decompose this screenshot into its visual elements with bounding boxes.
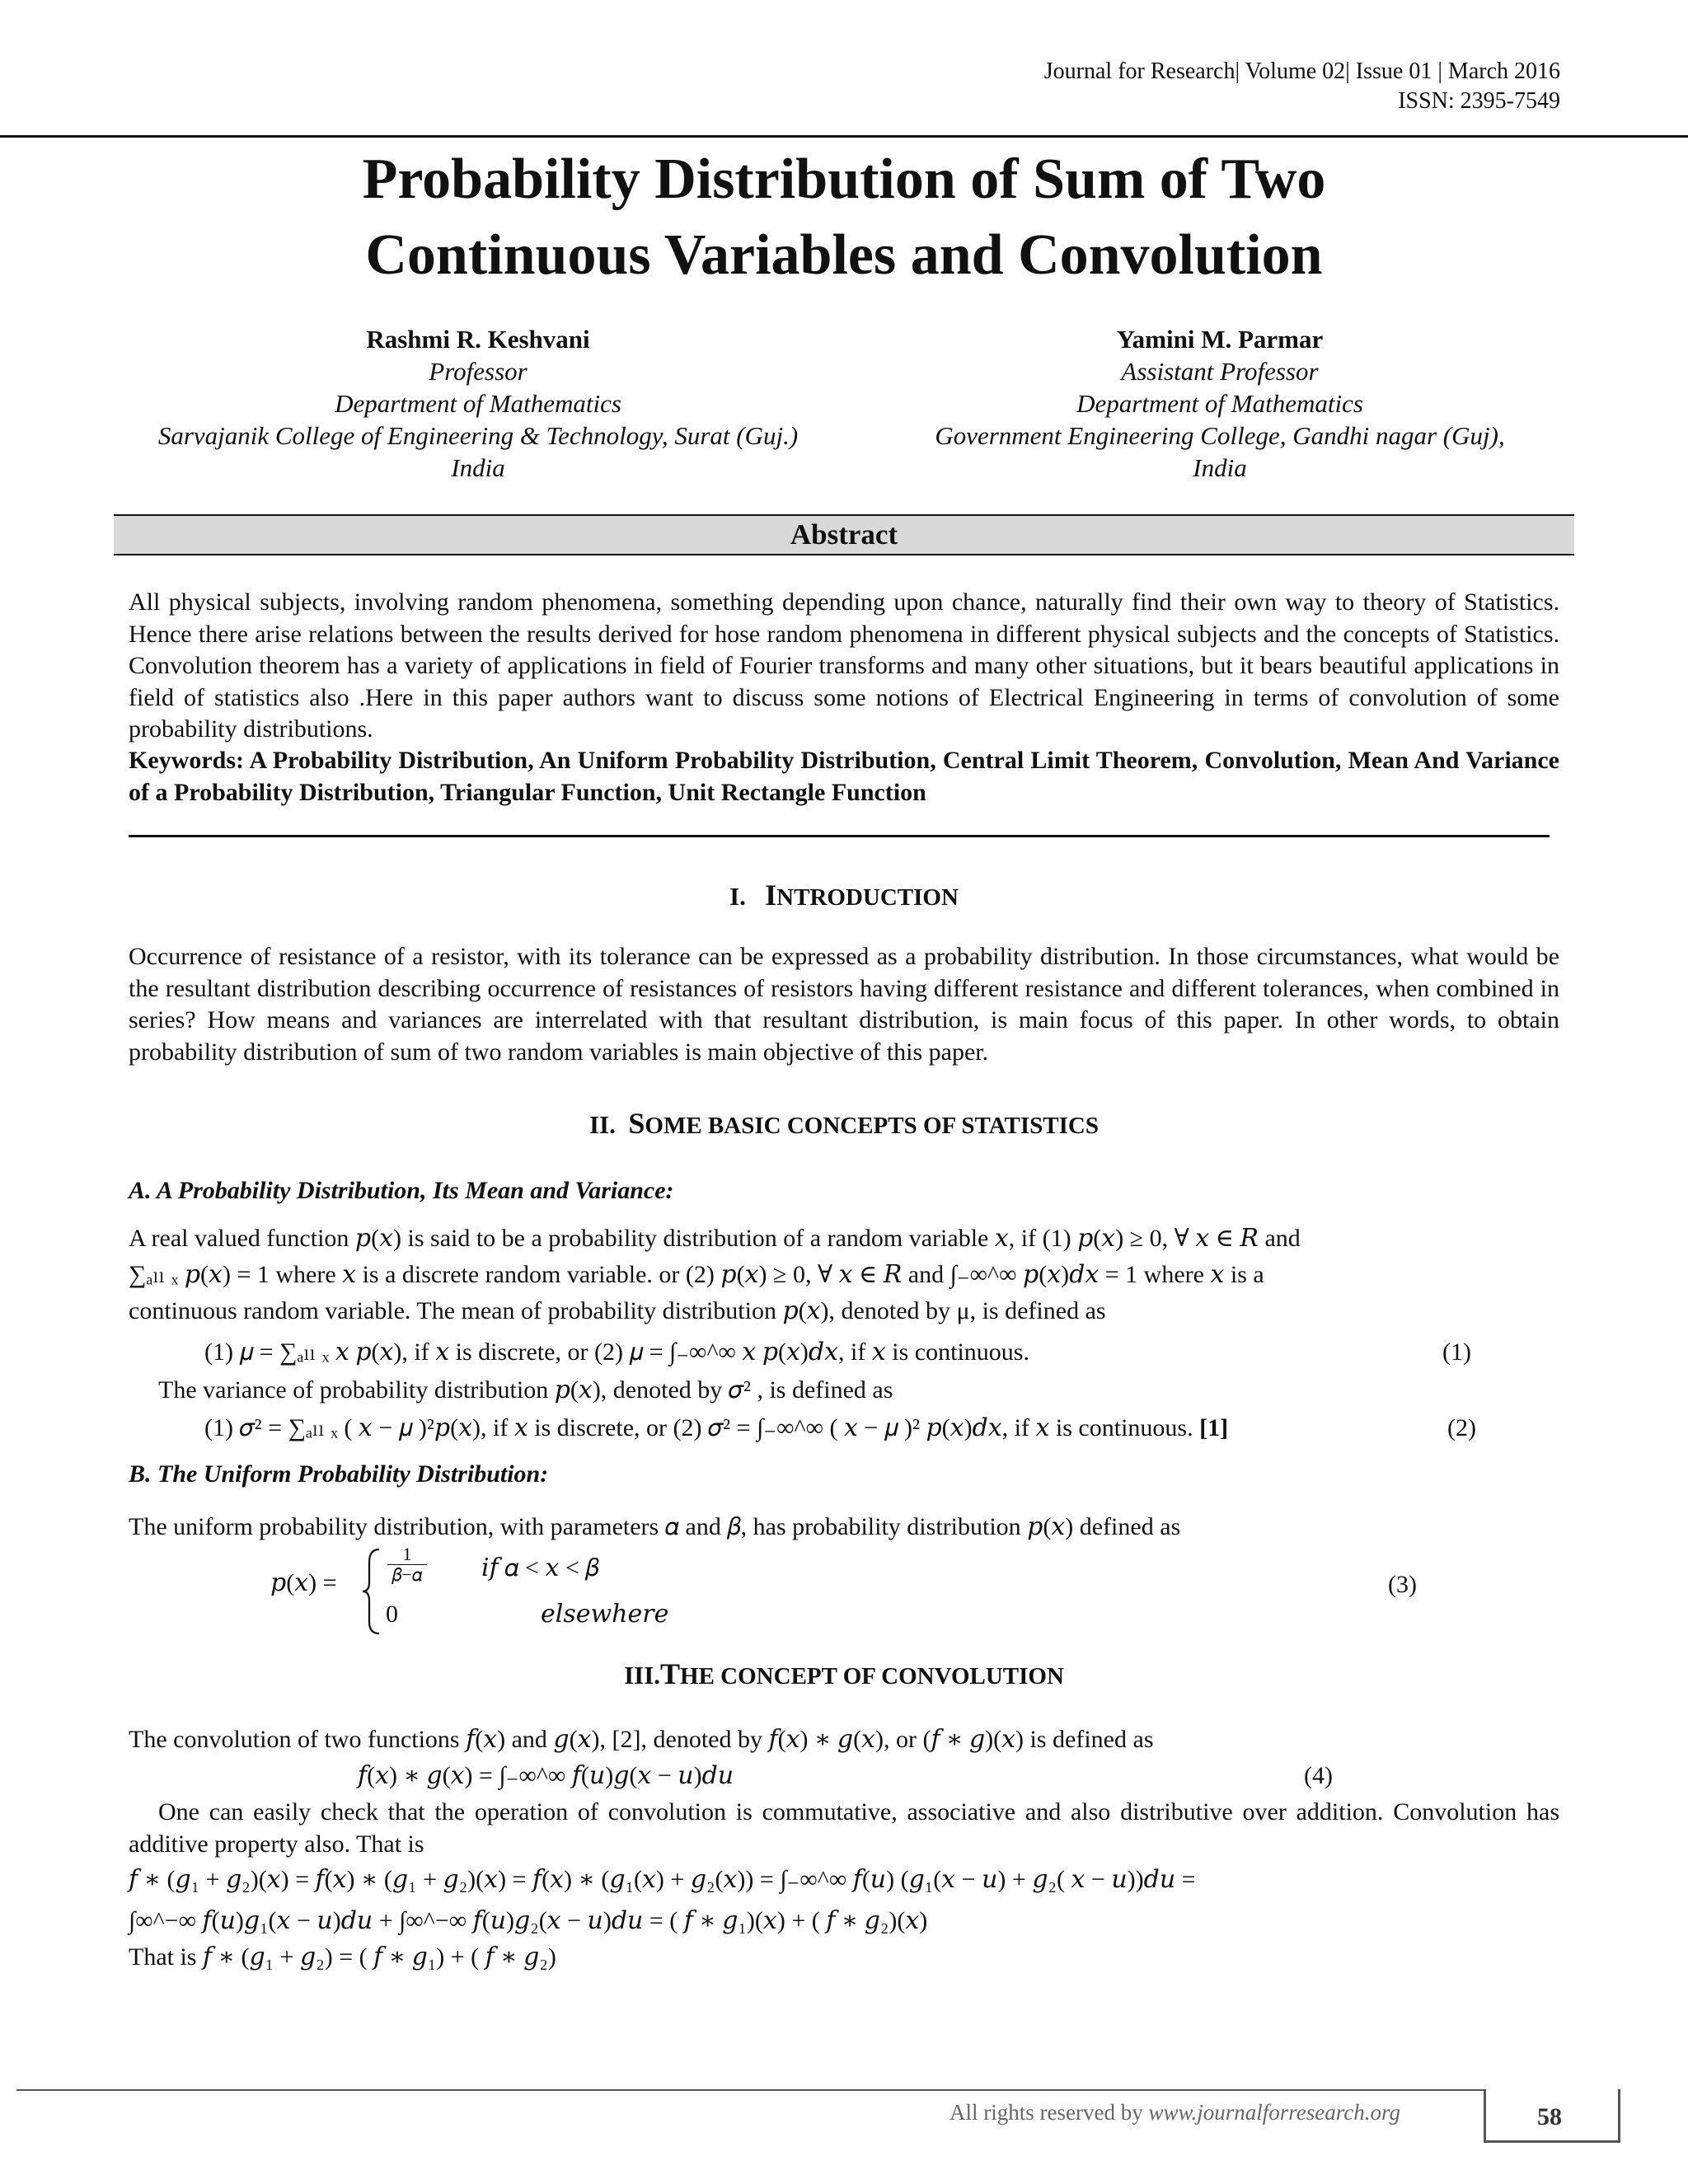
paper-title-line2: Continuous Variables and Convolution xyxy=(365,223,1323,287)
uniform-intro: The uniform probability distribution, with parameters 𝛼 and 𝛽, has probability distribution 𝑝(𝑥) defined as xyxy=(129,1513,1181,1540)
convolution-properties-text: One can easily check that the operation of convolution is commutative, associative and also distributive over addition. Convolution has additive property also. That is xyxy=(129,1798,1559,1858)
piecewise-case-1: 𝑖𝑓 𝛼 < 𝑥 < 𝛽 xyxy=(481,1554,599,1582)
equation-number: (3) xyxy=(1388,1571,1417,1598)
equation-variance: (1) 𝜎² = ∑ₐₗₗ ₓ ( 𝑥 − 𝜇 )²𝑝(𝑥), if 𝑥 is discrete, or (2) 𝜎² = ∫₋∞^∞ ( 𝑥 − 𝜇 )² 𝑝(𝑥)𝑑𝑥, if 𝑥 is continuous. [1] xyxy=(204,1414,1229,1441)
footer-rule xyxy=(16,2089,1484,2091)
definition-line-3: continuous random variable. The mean of probability distribution 𝑝(𝑥), denoted by μ, is defined as xyxy=(129,1297,1106,1324)
equation-number: (2) xyxy=(1447,1414,1476,1441)
author-country: India xyxy=(1193,453,1247,482)
author-country: India xyxy=(451,453,505,482)
author-name: Yamini M. Parmar xyxy=(1116,325,1324,354)
piecewise-case-2: 𝑒𝑙𝑠𝑒𝑤ℎ𝑒𝑟𝑒 xyxy=(541,1601,669,1628)
author-department: Department of Mathematics xyxy=(1076,389,1363,418)
left-brace xyxy=(361,1546,386,1637)
author-block-1 xyxy=(115,323,841,484)
section-heading-basic-concepts: II. SOME BASIC CONCEPTS OF STATISTICS xyxy=(588,1107,1099,1140)
fraction-numerator: 1 xyxy=(387,1544,427,1565)
additive-equation-line-1: 𝑓 ∗ (𝑔₁ + 𝑔₂)(𝑥) = 𝑓(𝑥) ∗ (𝑔₁ + 𝑔₂)(𝑥) = 𝑓(𝑥) ∗ (𝑔₁(𝑥) + 𝑔₂(𝑥)) = ∫₋∞^∞ 𝑓(𝑢) (𝑔₁(𝑥 − 𝑢) + 𝑔₂( 𝑥 − 𝑢))𝑑𝑢 = xyxy=(129,1866,1196,1893)
equation-number: (4) xyxy=(1304,1762,1333,1789)
paper-title-line1: Probability Distribution of Sum of Two xyxy=(362,148,1326,211)
paper-title xyxy=(0,142,1688,293)
author-name: Rashmi R. Keshvani xyxy=(366,325,590,354)
introduction-text: Occurrence of resistance of a resistor, with its tolerance can be expressed as a probability distribution. In those circumstances, what would be the resultant distribution describing occurrence of resistances of resistors having different resistance and different tolerances, when combined in series? How means and variances are interrelated with that resultant distribution, is main focus of this paper. In other words, to obtain probability distribution of sum of two random variables is main objective of this paper. xyxy=(129,943,1559,1066)
convolution-intro: The convolution of two functions 𝑓(𝑥) and 𝑔(𝑥), [2], denoted by 𝑓(𝑥) ∗ 𝑔(𝑥), or (𝑓 ∗ 𝑔)(𝑥) is defined as xyxy=(129,1726,1154,1753)
page-number: 58 xyxy=(1537,2103,1562,2130)
section-heading-convolution: III.THE CONCEPT OF CONVOLUTION xyxy=(624,1657,1064,1690)
equation-number: (1) xyxy=(1442,1338,1471,1366)
footer-rights: All rights reserved by www.journalforresearch.org xyxy=(950,2100,1400,2125)
author-block-2 xyxy=(857,323,1582,484)
definition-line-1: A real valued function 𝑝(𝑥) is said to be a probability distribution of a random variable 𝑥, if (1) 𝑝(𝑥) ≥ 0, ∀ 𝑥 ∈ 𝑅 and xyxy=(129,1225,1301,1252)
author-department: Department of Mathematics xyxy=(335,389,621,418)
author-position: Professor xyxy=(429,357,528,386)
abstract-text: All physical subjects, involving random phenomena, something depending upon chance, naturally find their own way to theory of Statistics. Hence there arise relations between the results derived for hose random phenomena in different physical subjects and the concepts of Statistics. Convolution theorem has a variety of applications in field of Fourier transforms and many other situations, but it bears beautiful applications in field of statistics also .Here in this paper authors want to discuss some notions of Electrical Engineering in terms of convolution of some probability distributions. xyxy=(129,588,1559,743)
equation-mean: (1) 𝜇 = ∑ₐₗₗ ₓ 𝑥 𝑝(𝑥), if 𝑥 is discrete, or (2) 𝜇 = ∫₋∞^∞ 𝑥 𝑝(𝑥)𝑑𝑥, if 𝑥 is continuous. xyxy=(204,1338,1029,1366)
piecewise-zero: 0 xyxy=(386,1601,398,1628)
additive-conclusion: That is 𝑓 ∗ (𝑔₁ + 𝑔₂) = ( 𝑓 ∗ 𝑔₁) + ( 𝑓 ∗ 𝑔₂) xyxy=(129,1943,556,1971)
journal-header: Journal for Research| Volume 02| Issue 01 | March 2016 xyxy=(1043,59,1560,84)
subsection-heading-b: B. The Uniform Probability Distribution: xyxy=(129,1460,549,1488)
fraction-denominator: 𝛽−𝛼 xyxy=(392,1564,423,1585)
footer-website-link[interactable]: www.journalforresearch.org xyxy=(1148,2100,1400,2125)
keywords: Keywords: A Probability Distribution, An Uniform Probability Distribution, Central Limit Theorem, Convolution, Mean And Variance of a Probability Distribution, Triangular Function, Unit Rectangle Function xyxy=(129,747,1559,806)
issn: ISSN: 2395-7549 xyxy=(1398,88,1560,114)
equation-convolution: 𝑓(𝑥) ∗ 𝑔(𝑥) = ∫₋∞^∞ 𝑓(𝑢)𝑔(𝑥 − 𝑢)𝑑𝑢 xyxy=(358,1762,734,1789)
author-institution: Government Engineering College, Gandhi nagar (Guj), xyxy=(935,421,1505,450)
abstract-heading: Abstract xyxy=(790,518,898,551)
additive-equation-line-2: ∫∞^−∞ 𝑓(𝑢)𝑔₁(𝑥 − 𝑢)𝑑𝑢 + ∫∞^−∞ 𝑓(𝑢)𝑔₂(𝑥 − 𝑢)𝑑𝑢 = ( 𝑓 ∗ 𝑔₁)(𝑥) + ( 𝑓 ∗ 𝑔₂)(𝑥) xyxy=(129,1907,928,1934)
author-position: Assistant Professor xyxy=(1121,357,1319,386)
author-institution: Sarvajanik College of Engineering & Technology, Surat (Guj.) xyxy=(157,421,799,450)
subsection-heading-a: A. A Probability Distribution, Its Mean and Variance: xyxy=(129,1177,674,1204)
section-heading-introduction: I. INTRODUCTION xyxy=(729,879,959,912)
piecewise-lhs: 𝑝(𝑥) = xyxy=(270,1569,337,1596)
abstract-rule xyxy=(129,835,1550,837)
definition-line-2: ∑ₐₗₗ ₓ 𝑝(𝑥) = 1 where 𝑥 is a discrete random variable. or (2) 𝑝(𝑥) ≥ 0, ∀ 𝑥 ∈ 𝑅 and ∫₋∞^∞ 𝑝(𝑥)𝑑𝑥 = 1 where 𝑥 is a xyxy=(129,1261,1264,1288)
variance-intro: The variance of probability distribution 𝑝(𝑥), denoted by 𝜎² , is defined as xyxy=(158,1376,893,1404)
abstract-heading-bar xyxy=(114,514,1574,555)
header-rule xyxy=(0,135,1688,138)
citation-ref: [1] xyxy=(1199,1414,1229,1441)
fraction xyxy=(387,1544,427,1585)
